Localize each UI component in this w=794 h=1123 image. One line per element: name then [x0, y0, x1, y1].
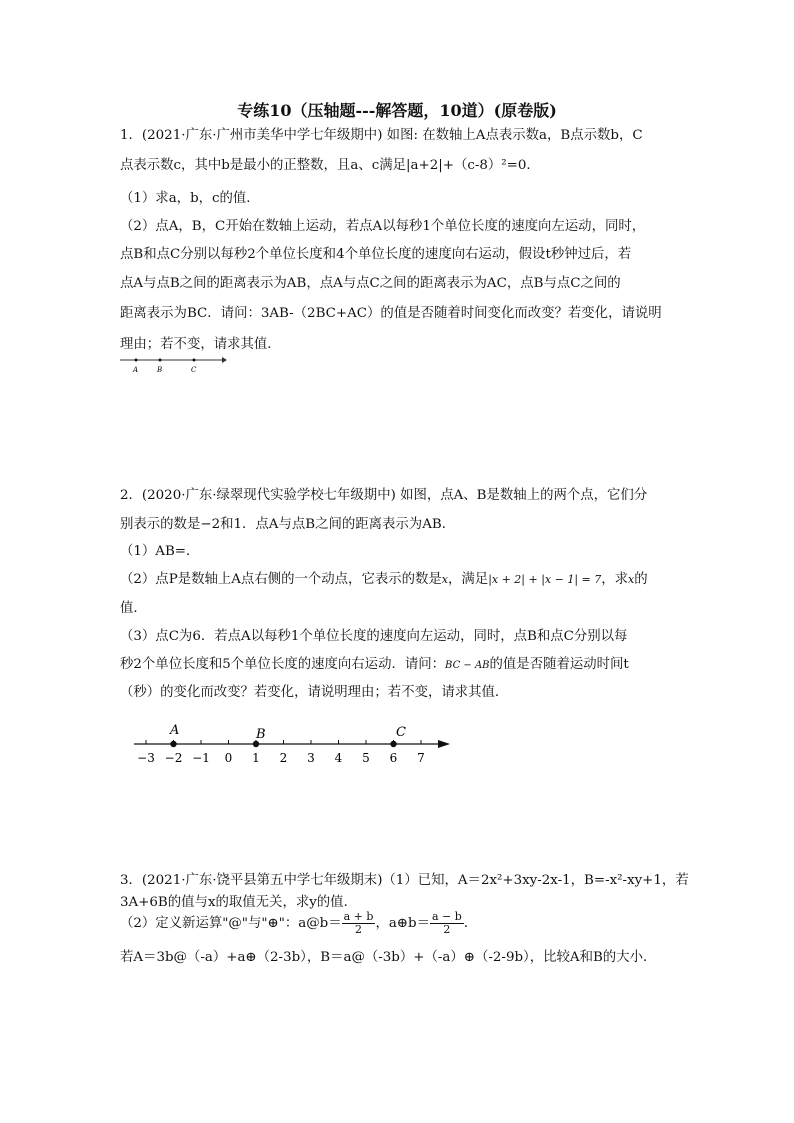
q3-line-3-a: （2）定义新运算"@"与"⊕"：a@b＝: [120, 916, 342, 931]
q3-line-1: 3．(2021·广东·饶平县第五中学七年级期末)（1）已知，A＝2x²+3xy-2x-1，B=-x²-xy+1，若: [120, 873, 689, 888]
q2-tick-label: 3: [307, 751, 315, 765]
q3-line-4: 若A＝3b@（-a）+a⊕（2-3b），B＝a@（-3b）+（-a）⊕（-2-9b），比较A和B的大小．: [120, 950, 657, 965]
q2-point-label-b: B: [256, 727, 266, 742]
q2-line-4: [120, 568, 648, 587]
q2-line-4-g: 的: [634, 572, 648, 587]
q2-line-6: （3）点C为6．若点A以每秒1个单位长度的速度向左运动，同时，点B和点C分别以每: [120, 629, 628, 644]
q1-point-a: [135, 359, 138, 362]
q3-line-3-c: ．: [463, 916, 478, 931]
q1-number-line: [118, 354, 228, 376]
q2-point-c: [390, 741, 396, 747]
q1-line-1: 1．(2021·广东·广州市美华中学七年级期中) 如图: 在数轴上A点表示数a，B点示数b，C: [120, 128, 643, 143]
q2-line-7-c: 的值是否随着运动时间t: [489, 657, 629, 672]
q2-tick-label: 0: [224, 751, 233, 765]
q1-line-7: 距离表示为BC．请问：3AB-（2BC+AC）的值是否随着时间变化而改变？若变化，请说明: [120, 306, 662, 321]
q2-line-2: 别表示的数是−2和1．点A与点B之间的距离表示为AB．: [120, 517, 456, 532]
q2-tick-label: 4: [334, 751, 343, 765]
q1-line-2: 点表示数c，其中b是最小的正整数，且a、c满足|a+2|+（c-8）²=0．: [120, 158, 540, 173]
q1-label-a: A: [133, 366, 139, 374]
q2-tick-label: 5: [362, 751, 370, 765]
q3-fraction-sum: [342, 911, 376, 936]
q2-line-8: （秒）的变化而改变？若变化，请说明理由；若不变，请求其值．: [120, 685, 509, 700]
q1-label-c: C: [191, 366, 197, 374]
q3-frac1-den: 2: [355, 923, 363, 936]
q2-line-5: 值．: [120, 601, 147, 616]
q2-point-label-a: A: [170, 723, 180, 738]
q2-line-4-e: ，求: [601, 572, 629, 587]
q2-equation: |x + 2| + |x − 1| = 7: [488, 573, 602, 586]
q2-tick-label: −1: [192, 751, 210, 765]
q3-frac2-den: 2: [443, 923, 451, 936]
q2-tick-label: −3: [137, 751, 155, 765]
q3-fraction-diff: [430, 911, 464, 936]
q1-line-8: 理由；若不变，请求其值．: [120, 337, 281, 352]
q2-tick-label: 2: [279, 751, 288, 765]
q1-label-b: B: [157, 366, 163, 374]
q3-line-2: 3A+6B的值与x的取值无关，求y的值．: [120, 895, 357, 910]
q2-line-7-a: 秒2个单位长度和5个单位长度的速度向右运动．请问：: [120, 657, 446, 672]
page-title: 专练10（压轴题---解答题，10道）(原卷版): [237, 101, 557, 120]
q2-var-x-2: x: [628, 573, 635, 586]
q2-expression: BC − AB: [445, 660, 490, 671]
q2-line-1: 2．(2020·广东·绿翠现代实验学校七年级期中) 如图，点A、B是数轴上的两个点，它们分: [120, 488, 648, 503]
q2-point-a: [170, 741, 176, 747]
q2-line-3: （1）AB=．: [120, 544, 200, 559]
q2-tick-label: 1: [252, 751, 260, 765]
q2-point-label-c: C: [396, 725, 406, 740]
q3-frac2-num: a − b: [432, 910, 462, 923]
q2-var-x: x: [441, 573, 449, 586]
q1-line-4: （2）点A，B，C开始在数轴上运动，若点A以每秒1个单位长度的速度向左运动，同时，: [120, 219, 646, 234]
q3-line-3: [120, 911, 477, 936]
q1-point-c: [193, 359, 196, 362]
q3-line-3-b: ，a⊕b＝: [375, 916, 430, 931]
q2-tick-label: −2: [164, 751, 183, 765]
q1-line-6: 点A与点B之间的距离表示为AB，点A与点C之间的距离表示为AC，点B与点C之间的: [120, 276, 621, 291]
q1-line-5: 点B和点C分别以每秒2个单位长度和4个单位长度的速度向右运动，假设t秒钟过后，若: [120, 247, 632, 262]
q2-line-4-c: ，满足: [448, 572, 489, 587]
q2-tick-label: 7: [417, 751, 425, 765]
q2-line-7: [120, 653, 629, 672]
q3-frac1-num: a + b: [343, 910, 374, 923]
q2-number-line: [130, 722, 460, 772]
q1-point-b: [159, 359, 162, 362]
q1-line-3: （1）求a，b，c的值．: [120, 191, 260, 206]
q2-line-4-a: （2）点P是数轴上A点右侧的一个动点，它表示的数是: [120, 572, 442, 587]
q2-tick-label: 6: [389, 751, 398, 765]
